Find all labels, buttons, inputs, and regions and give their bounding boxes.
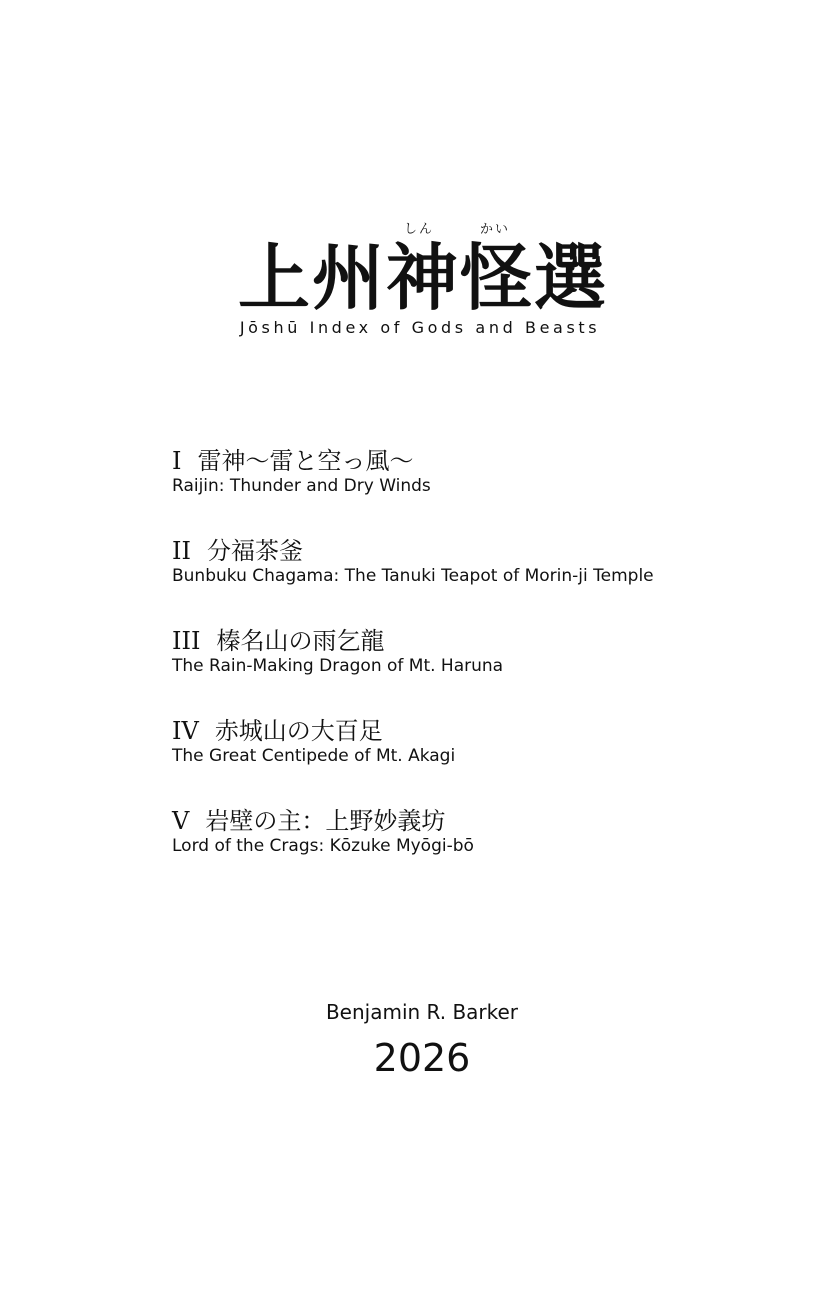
table-of-contents [172, 446, 812, 896]
toc-entry [172, 716, 812, 806]
publication-year: 2026 [373, 1036, 471, 1080]
toc-numeral: II [172, 537, 191, 565]
subtitle: Jōshū Index of Gods and Beasts [239, 318, 601, 337]
toc-english-title: The Rain-Making Dragon of Mt. Haruna [172, 656, 504, 676]
main-title: 上州神怪選 [237, 235, 608, 320]
toc-entry [172, 536, 812, 626]
title-block [0, 212, 834, 337]
toc-entry [172, 626, 812, 716]
toc-numeral: IV [172, 717, 199, 745]
toc-japanese-title: 赤城山の大百足 [214, 717, 383, 745]
toc-entry [172, 446, 812, 536]
toc-japanese-title: 雷神〜雷と空っ風〜 [197, 447, 414, 475]
toc-entry [172, 806, 812, 896]
toc-numeral: V [172, 807, 190, 835]
toc-entry-japanese [172, 626, 812, 656]
toc-entry-japanese [172, 446, 812, 476]
toc-numeral: III [172, 627, 201, 655]
toc-japanese-title: 岩壁の主：上野妙義坊 [205, 807, 446, 835]
toc-english-title: Lord of the Crags: Kōzuke Myōgi-bō [172, 836, 474, 856]
toc-entry-japanese [172, 806, 812, 836]
toc-japanese-title: 榛名山の雨乞龍 [216, 627, 385, 655]
ruby-row [0, 212, 834, 238]
toc-numeral: I [172, 447, 182, 475]
toc-english-title: The Great Centipede of Mt. Akagi [172, 746, 456, 766]
author-block [0, 996, 834, 1086]
toc-japanese-title: 分福茶釜 [206, 537, 303, 565]
toc-english-title: Bunbuku Chagama: The Tanuki Teapot of Morin-ji Temple [172, 566, 654, 586]
author-name: Benjamin R. Barker [325, 1000, 519, 1024]
toc-entry-japanese [172, 536, 812, 566]
toc-english-title: Raijin: Thunder and Dry Winds [172, 476, 431, 496]
ruby-shin: しん [404, 222, 435, 237]
ruby-kai: かい [480, 222, 511, 237]
toc-entry-japanese [172, 716, 812, 746]
